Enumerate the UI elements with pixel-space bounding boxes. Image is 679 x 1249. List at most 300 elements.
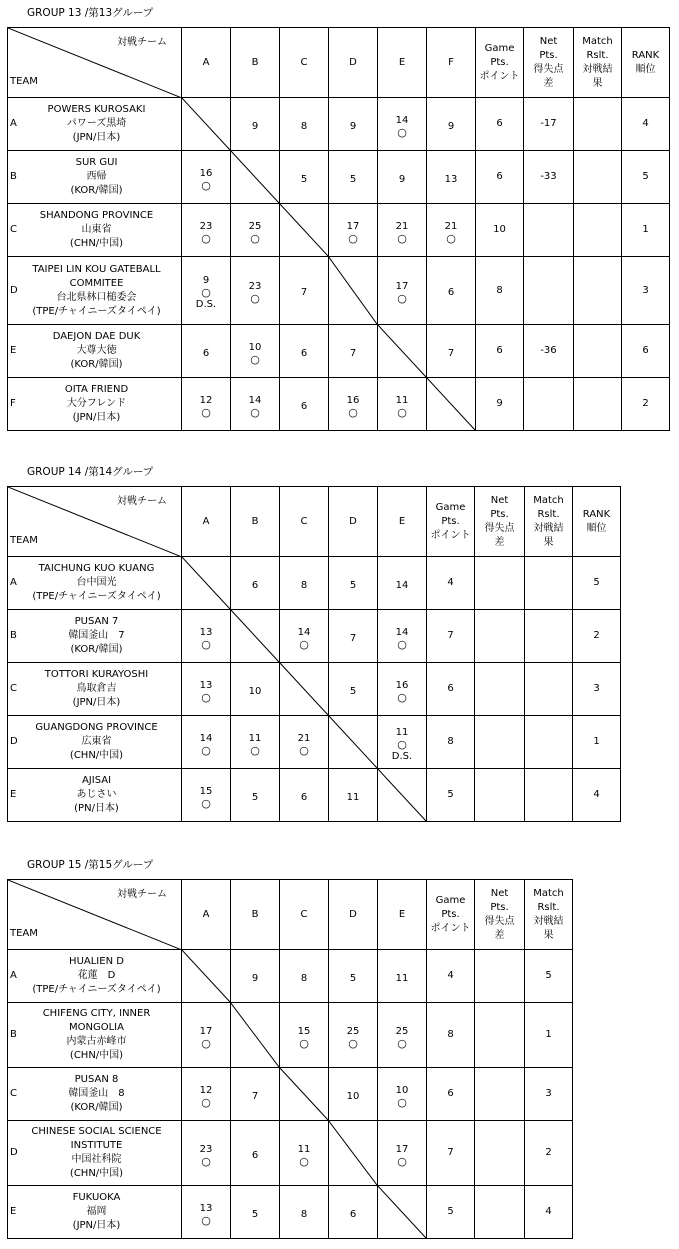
win-circle-icon: ○ [201, 286, 211, 299]
win-circle-icon: ○ [201, 405, 211, 419]
stat-header [574, 28, 622, 98]
match-cell [182, 378, 231, 431]
match-cell [231, 769, 280, 822]
match-cell [280, 557, 329, 610]
stat-header-line: Game [484, 42, 515, 54]
stat-value: 7 [427, 610, 475, 663]
column-header: D [329, 487, 378, 557]
score: 7 [447, 347, 455, 359]
stat-header-line: ポイント [479, 70, 520, 82]
score: 8 [300, 579, 308, 591]
team-row [8, 716, 621, 769]
stat-header-line: ポイント [430, 529, 471, 541]
stat-header-line: 果 [543, 536, 554, 548]
stat-value [525, 557, 573, 610]
self-match-cell [378, 1186, 427, 1239]
stat-value [524, 378, 574, 431]
stat-value [525, 769, 573, 822]
team-name-line: あじさい [76, 789, 117, 800]
team-row [8, 663, 621, 716]
score: 6 [202, 347, 210, 359]
self-match-cell [231, 1003, 280, 1068]
opponent-label: 対戦チーム [117, 37, 167, 48]
match-cell [378, 151, 427, 204]
match-cell [182, 325, 231, 378]
win-circle-icon: ○ [250, 405, 260, 419]
team-name-line: (CHN/中国) [69, 1050, 124, 1061]
stat-value: 5 [427, 769, 475, 822]
stat-value: 4 [525, 1186, 573, 1239]
match-cell [280, 1003, 329, 1068]
stat-header-line: Match [533, 494, 564, 506]
stat-header-line: 対戦結 [582, 63, 613, 75]
team-cell [8, 1186, 182, 1239]
win-circle-icon: ○ [201, 178, 211, 192]
stat-header-line: Game [435, 501, 466, 513]
self-match-cell [182, 950, 231, 1003]
score: 25 [248, 220, 262, 232]
win-circle-icon: ○ [397, 1095, 407, 1109]
column-header: A [182, 880, 231, 950]
win-circle-icon: ○ [201, 231, 211, 245]
score: 12 [199, 394, 213, 406]
team-row [8, 151, 670, 204]
stat-header [525, 487, 573, 557]
score: 5 [251, 1208, 259, 1220]
stat-value [525, 716, 573, 769]
stat-value: 6 [622, 325, 670, 378]
team-name-line: (KOR/韓国) [70, 359, 123, 370]
match-cell [280, 716, 329, 769]
team-row [8, 378, 670, 431]
column-header: B [231, 880, 280, 950]
self-match-cell [280, 1068, 329, 1121]
match-cell [378, 663, 427, 716]
team-name-line: 福岡 [86, 1206, 107, 1217]
score: 10 [248, 685, 262, 697]
stat-header-line: 差 [543, 77, 554, 89]
stat-header-line: 差 [494, 536, 505, 548]
self-match-cell [378, 325, 427, 378]
team-cell [8, 1121, 182, 1186]
self-match-cell [231, 610, 280, 663]
stat-value [574, 325, 622, 378]
match-cell [231, 257, 280, 325]
stat-header-line: Rslt. [586, 49, 609, 61]
win-circle-icon: ○ [201, 637, 211, 651]
match-cell [329, 1003, 378, 1068]
score: 6 [300, 400, 308, 412]
match-cell [182, 257, 231, 325]
match-cell [427, 325, 476, 378]
team-name-line: SUR GUI [75, 157, 118, 168]
match-cell [329, 325, 378, 378]
team-name-line: (CHN/中国) [69, 238, 124, 249]
stat-header-line: Match [582, 35, 613, 47]
match-cell [378, 1121, 427, 1186]
win-circle-icon: ○ [397, 737, 407, 751]
match-cell [231, 716, 280, 769]
team-letter: F [10, 398, 16, 409]
win-circle-icon: ○ [250, 231, 260, 245]
score: 13 [444, 173, 458, 185]
score: 8 [300, 120, 308, 132]
win-circle-icon: ○ [397, 637, 407, 651]
self-match-cell [329, 716, 378, 769]
score: 11 [346, 791, 360, 803]
stat-header-line: Pts. [441, 908, 460, 920]
match-cell [182, 610, 231, 663]
stat-header-line: 得失点 [484, 915, 515, 927]
match-cell [280, 98, 329, 151]
stat-value: 6 [476, 98, 524, 151]
score: 7 [300, 287, 308, 298]
stat-header [427, 487, 475, 557]
match-cell [280, 950, 329, 1003]
team-letter: D [10, 1147, 18, 1158]
stat-header [475, 880, 525, 950]
team-letter: B [10, 1029, 17, 1040]
team-name-line: SHANDONG PROVINCE [39, 210, 154, 221]
stat-value [475, 1003, 525, 1068]
team-cell [8, 769, 182, 822]
group-title: GROUP 15 /第15グループ [27, 859, 154, 871]
score: 10 [395, 1084, 409, 1096]
score: 13 [199, 679, 213, 691]
stat-header-line: 果 [543, 929, 554, 941]
score: 15 [199, 785, 213, 797]
match-cell [231, 1121, 280, 1186]
win-circle-icon: ○ [299, 743, 309, 757]
score: 23 [199, 1143, 213, 1155]
win-circle-icon: ○ [397, 125, 407, 139]
group-title: GROUP 14 /第14グループ [27, 466, 154, 478]
team-letter: A [10, 970, 17, 981]
score: 6 [349, 1208, 357, 1220]
team-row [8, 1068, 573, 1121]
team-name-line: CHIFENG CITY, INNER [42, 1008, 151, 1019]
stat-value: 2 [573, 610, 621, 663]
win-circle-icon: ○ [299, 637, 309, 651]
stat-value: 6 [427, 1068, 475, 1121]
corner-header [8, 487, 182, 557]
team-row [8, 557, 621, 610]
team-cell [8, 151, 182, 204]
match-cell [329, 610, 378, 663]
win-circle-icon: ○ [348, 1036, 358, 1050]
stat-value: 4 [427, 557, 475, 610]
match-cell [231, 378, 280, 431]
stat-header-line: Game [435, 894, 466, 906]
stat-header-line: 果 [592, 77, 603, 89]
stat-value: 1 [622, 204, 670, 257]
score: 14 [248, 394, 262, 406]
score: 21 [444, 220, 458, 232]
team-name-line: (JPN/日本) [72, 132, 121, 143]
stat-value [574, 257, 622, 325]
team-name-line: GUANGDONG PROVINCE [35, 722, 158, 733]
match-cell [231, 204, 280, 257]
stat-header-line: Match [533, 887, 564, 899]
match-cell [280, 257, 329, 325]
stat-header-line: Pts. [490, 901, 509, 913]
stat-value: 9 [476, 378, 524, 431]
match-cell [329, 98, 378, 151]
match-cell [280, 610, 329, 663]
match-cell [182, 1068, 231, 1121]
opponent-label: 対戦チーム [117, 496, 167, 507]
win-circle-icon: ○ [201, 1213, 211, 1227]
match-cell [231, 325, 280, 378]
stat-header-line: Pts. [441, 515, 460, 527]
match-cell [182, 716, 231, 769]
score: 5 [349, 972, 357, 984]
team-cell [8, 204, 182, 257]
team-name-line: (CHN/中国) [69, 750, 124, 761]
win-circle-icon: ○ [397, 690, 407, 704]
team-name-line: (KOR/韓国) [70, 644, 123, 655]
team-letter: D [10, 736, 18, 747]
score: 7 [349, 632, 357, 644]
team-cell [8, 257, 182, 325]
opponent-label: 対戦チーム [117, 889, 167, 900]
match-cell [182, 1003, 231, 1068]
column-header: A [182, 28, 231, 98]
team-name-line: (KOR/韓国) [70, 1102, 123, 1113]
score: 15 [297, 1025, 311, 1037]
match-cell [280, 325, 329, 378]
match-cell [329, 950, 378, 1003]
stat-header [475, 487, 525, 557]
score: 5 [300, 173, 308, 185]
match-cell [231, 1068, 280, 1121]
stat-value: 6 [427, 663, 475, 716]
team-name-line: (TPE/チャイニーズタイペイ) [32, 591, 161, 602]
match-cell [378, 1003, 427, 1068]
score: 11 [297, 1143, 311, 1155]
stat-value [574, 378, 622, 431]
match-cell [280, 1186, 329, 1239]
team-cell [8, 716, 182, 769]
team-letter: C [10, 224, 17, 235]
stat-header [476, 28, 524, 98]
stat-value [574, 204, 622, 257]
match-cell [329, 378, 378, 431]
stat-header-line: 順位 [586, 522, 607, 534]
stat-header [573, 487, 621, 557]
win-circle-icon: ○ [201, 796, 211, 810]
score: 8 [300, 972, 308, 984]
match-cell [329, 204, 378, 257]
team-name-line: 大尊大徳 [76, 345, 117, 356]
score: 5 [349, 579, 357, 591]
score: 10 [248, 341, 262, 353]
team-cell [8, 98, 182, 151]
stat-value [475, 1186, 525, 1239]
stat-value [475, 1068, 525, 1121]
win-circle-icon: ○ [348, 231, 358, 245]
stat-header-line: 対戦結 [533, 915, 564, 927]
team-row [8, 1003, 573, 1068]
score: 25 [395, 1025, 409, 1037]
column-header: E [378, 28, 427, 98]
win-circle-icon: ○ [250, 292, 260, 305]
stat-value: 8 [427, 1003, 475, 1068]
stat-value: 5 [573, 557, 621, 610]
corner-header [8, 880, 182, 950]
match-cell [427, 151, 476, 204]
score: 14 [395, 626, 409, 638]
score: 16 [395, 679, 409, 691]
score: 5 [251, 791, 259, 803]
stat-value: 4 [427, 950, 475, 1003]
self-match-cell [231, 151, 280, 204]
stat-value [525, 610, 573, 663]
stat-value [475, 950, 525, 1003]
score: 8 [300, 1208, 308, 1220]
stat-value: 3 [573, 663, 621, 716]
score: 11 [395, 726, 409, 738]
score: 9 [447, 120, 455, 132]
team-row [8, 1121, 573, 1186]
team-cell [8, 610, 182, 663]
score: 9 [251, 972, 259, 984]
score: 6 [251, 579, 259, 591]
score: 17 [199, 1025, 213, 1037]
team-letter: B [10, 630, 17, 641]
team-cell [8, 557, 182, 610]
score: 17 [395, 281, 409, 292]
stat-value: 4 [573, 769, 621, 822]
group-title: GROUP 13 /第13グループ [27, 7, 154, 19]
team-name-line: MONGOLIA [69, 1022, 124, 1033]
score: 9 [398, 173, 406, 185]
stat-header-line: 得失点 [533, 63, 564, 75]
win-circle-icon: ○ [201, 1036, 211, 1050]
stat-value: 7 [427, 1121, 475, 1186]
score: 9 [251, 120, 259, 132]
score: 11 [395, 394, 409, 406]
stat-header-line: ポイント [430, 922, 471, 934]
stat-value: 5 [427, 1186, 475, 1239]
group-table [7, 879, 573, 1239]
win-circle-icon: ○ [201, 1154, 211, 1168]
match-cell [280, 1121, 329, 1186]
stat-value [475, 769, 525, 822]
team-name-line: パワーズ黒埼 [66, 118, 127, 129]
score: 17 [395, 1143, 409, 1155]
stat-value: 8 [476, 257, 524, 325]
match-cell [378, 257, 427, 325]
score: 7 [251, 1090, 259, 1102]
team-cell [8, 1003, 182, 1068]
team-name-line: (CHN/中国) [69, 1168, 124, 1179]
score: 9 [202, 275, 210, 286]
stat-value: 2 [525, 1121, 573, 1186]
team-letter: E [10, 345, 17, 356]
stat-value: -17 [524, 98, 574, 151]
column-header: D [329, 880, 378, 950]
stat-value: 6 [476, 151, 524, 204]
stat-header-line: Pts. [539, 49, 558, 61]
win-circle-icon: ○ [397, 1154, 407, 1168]
team-letter: E [10, 789, 17, 800]
score: 11 [395, 972, 409, 984]
match-cell [182, 1121, 231, 1186]
match-cell [182, 663, 231, 716]
win-circle-icon: ○ [348, 405, 358, 419]
team-cell [8, 378, 182, 431]
self-match-cell [378, 769, 427, 822]
stat-value [475, 610, 525, 663]
team-name-line: 花蓮 D [77, 970, 116, 981]
stat-header-line: 順位 [635, 63, 656, 75]
match-cell [378, 557, 427, 610]
stat-header-line: Rslt. [537, 901, 560, 913]
stat-value: 1 [525, 1003, 573, 1068]
team-row [8, 950, 573, 1003]
team-name-line: TAICHUNG KUO KUANG [38, 563, 155, 574]
stat-value: 3 [622, 257, 670, 325]
score: 11 [248, 732, 262, 744]
team-name-line: (TPE/チャイニーズタイペイ) [32, 305, 161, 317]
stat-value [475, 663, 525, 716]
team-name-line: 鳥取倉吉 [76, 683, 117, 694]
team-letter: A [10, 118, 17, 129]
stat-value: 3 [525, 1068, 573, 1121]
stat-header [524, 28, 574, 98]
match-cell [329, 1186, 378, 1239]
match-cell [427, 98, 476, 151]
match-cell [280, 378, 329, 431]
stat-value [475, 557, 525, 610]
stat-header-line: 得失点 [484, 522, 515, 534]
stat-value [524, 204, 574, 257]
match-cell [378, 716, 427, 769]
team-row [8, 1186, 573, 1239]
match-cell [329, 557, 378, 610]
team-letter: D [10, 284, 18, 296]
match-cell [329, 151, 378, 204]
stat-value: 2 [622, 378, 670, 431]
score: 14 [395, 579, 409, 591]
stat-header-line: RANK [582, 508, 611, 520]
team-name-line: (JPN/日本) [72, 1220, 121, 1231]
team-cell [8, 950, 182, 1003]
score: 10 [346, 1090, 360, 1102]
team-name-line: 台中国光 [76, 577, 117, 588]
team-name-line: 韓国釜山 7 [68, 630, 125, 641]
stat-header-line: 対戦結 [533, 522, 564, 534]
match-cell [378, 1068, 427, 1121]
match-cell [427, 257, 476, 325]
score: 14 [395, 114, 409, 126]
match-cell [378, 98, 427, 151]
self-match-cell [182, 98, 231, 151]
score: 21 [395, 220, 409, 232]
column-header: D [329, 28, 378, 98]
team-name-line: PUSAN 7 [74, 616, 119, 627]
team-name-line: 西帰 [86, 171, 107, 182]
score: 23 [199, 220, 213, 232]
column-header: F [427, 28, 476, 98]
stat-header [427, 880, 475, 950]
score: 25 [346, 1025, 360, 1037]
stat-header-line: Net [539, 35, 558, 47]
team-row [8, 98, 670, 151]
match-cell [329, 663, 378, 716]
score: 14 [297, 626, 311, 638]
